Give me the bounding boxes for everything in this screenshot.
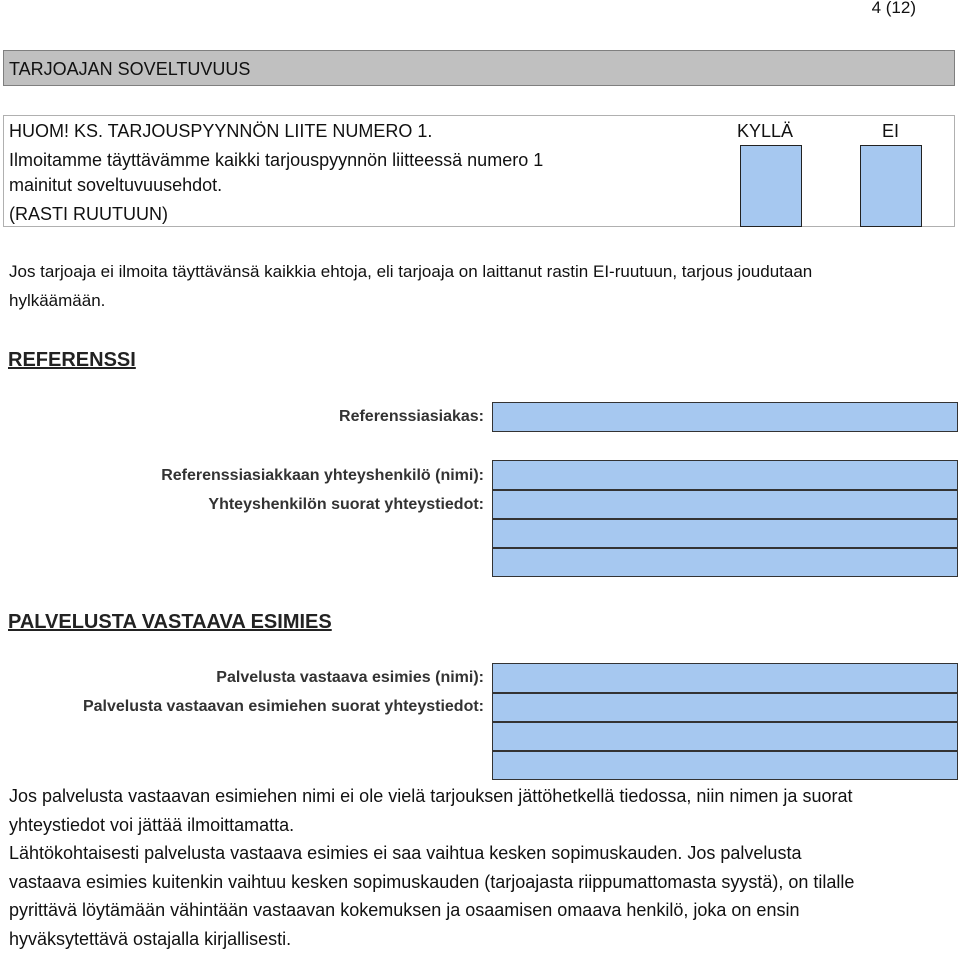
no-checkbox[interactable]	[860, 145, 922, 227]
supervisor-contact-info-field-3[interactable]	[492, 751, 958, 780]
rejection-note-line1: Jos tarjoaja ei ilmoita täyttävänsä kaikkia ehtoja, eli tarjoaja on laittanut rastin EI-ruutuun, tarjous joudutaan	[9, 262, 813, 281]
reference-contact-field[interactable]	[492, 460, 958, 490]
compliance-statement-line1: Ilmoitamme täyttävämme kaikki tarjouspyynnön liitteessä numero 1	[9, 150, 544, 170]
reference-heading: REFERENSSI	[8, 349, 136, 371]
compliance-instruction: (RASTI RUUTUUN)	[9, 204, 168, 224]
compliance-statement-line2: mainitut soveltuvuusehdot.	[9, 175, 223, 195]
supervisor-contact-info-label: Palvelusta vastaavan esimiehen suorat yhteystiedot:	[82, 698, 484, 715]
supervisor-name-label: Palvelusta vastaava esimies (nimi):	[216, 669, 484, 686]
reference-contact-info-field-3[interactable]	[492, 548, 958, 577]
reference-contact-label: Referenssiasiakkaan yhteyshenkilö (nimi):	[161, 467, 484, 484]
reference-contact-info-field-2[interactable]	[492, 519, 958, 548]
supervisor-contact-info-field-1[interactable]	[492, 693, 958, 722]
section-title: TARJOAJAN SOVELTUVUUS	[9, 59, 251, 79]
page-number: 4 (12)	[871, 0, 916, 17]
reference-contact-info-field-1[interactable]	[492, 490, 958, 519]
supervisor-contact-info-field-2[interactable]	[492, 722, 958, 751]
note-line: vastaava esimies kuitenkin vaihtuu kesken sopimuskauden (tarjoajasta riippumattomasta syystä), on tilalle	[9, 871, 855, 892]
supervisor-name-field[interactable]	[492, 663, 958, 693]
note-line: pyrittävä löytämään vähintään vastaavan kokemuksen ja osaamisen omaava henkilö, joka on ensin	[9, 900, 800, 920]
supervisor-heading: PALVELUSTA VASTAAVA ESIMIES	[8, 611, 332, 633]
yes-label: KYLLÄ	[737, 121, 794, 141]
rejection-note-line2: hylkäämään.	[9, 291, 106, 310]
note-line: hyväksytettävä ostajalla kirjallisesti.	[9, 928, 292, 949]
reference-contact-info-label: Yhteyshenkilön suorat yhteystiedot:	[208, 496, 484, 513]
reference-client-label: Referenssiasiakas:	[339, 408, 484, 425]
note-line: yhteystiedot voi jättää ilmoittamatta.	[9, 814, 295, 835]
reference-client-field[interactable]	[492, 402, 958, 432]
no-label: EI	[882, 121, 900, 141]
yes-checkbox[interactable]	[740, 145, 802, 227]
compliance-notice: HUOM! KS. TARJOUSPYYNNÖN LIITE NUMERO 1.	[9, 121, 433, 141]
supervisor-notes	[9, 782, 854, 953]
note-line: Jos palvelusta vastaavan esimiehen nimi ei ole vielä tarjouksen jättöhetkellä tiedossa, niin nimen ja suorat	[9, 786, 853, 806]
note-line: Lähtökohtaisesti palvelusta vastaava esimies ei saa vaihtua kesken sopimuskauden. Jos palvelusta	[9, 843, 802, 863]
